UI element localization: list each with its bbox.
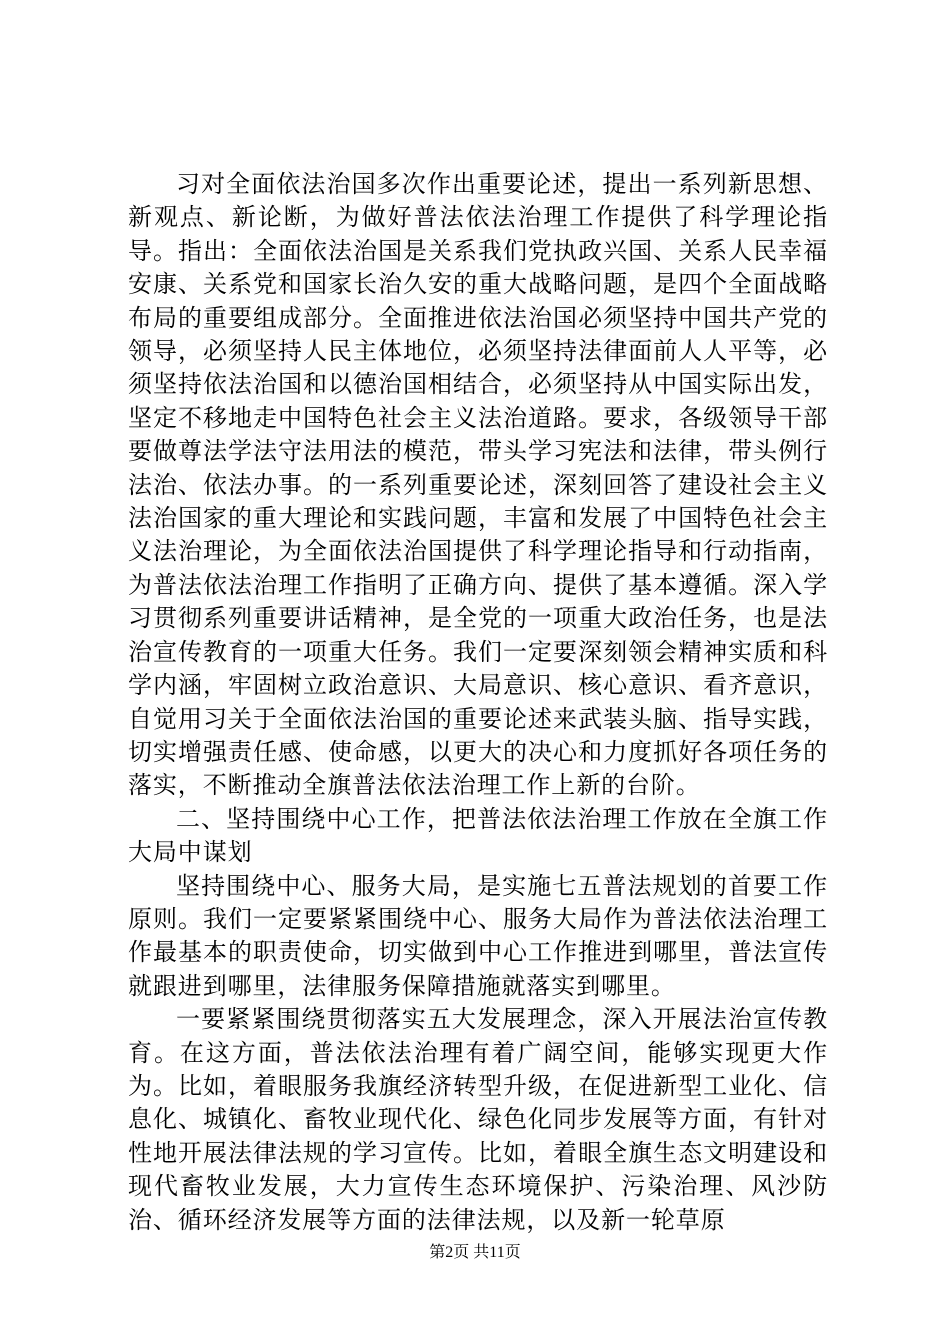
section-heading-2: 二、坚持围绕中心工作，把普法依法治理工作放在全旗工作大局中谋划 xyxy=(128,804,828,867)
document-body xyxy=(128,168,828,1237)
page-number-label: 第2页 共11页 xyxy=(429,1244,521,1261)
page-footer xyxy=(0,1242,950,1264)
paragraph-serve-overall-situation: 坚持围绕中心、服务大局，是实施七五普法规划的首要工作原则。我们一定要紧紧围绕中心、服务大局作为普法依法治理工作最基本的职责使命，切实做到中心工作推进到哪里，普法宣传就跟进到哪里，法律服务保障措施就落实到哪里。 xyxy=(128,871,828,1000)
paragraph-rule-of-law-discourse: 习对全面依法治国多次作出重要论述，提出一系列新思想、新观点、新论断，为做好普法依法治理工作提供了科学理论指导。指出：全面依法治国是关系我们党执政兴国、关系人民幸福安康、关系党和国家长治久安的重大战略问题，是四个全面战略布局的重要组成部分。全面推进依法治国必须坚持中国共产党的领导，必须坚持人民主体地位，必须坚持法律面前人人平等，必须坚持依法治国和以德治国相结合，必须坚持从中国实际出发，坚定不移地走中国特色社会主义法治道路。要求，各级领导干部要做尊法学法守法用法的模范，带头学习宪法和法律，带头例行法治、依法办事。的一系列重要论述，深刻回答了建设社会主义法治国家的重大理论和实践问题，丰富和发展了中国特色社会主义法治理论，为全面依法治国提供了科学理论指导和行动指南，为普法依法治理工作指明了正确方向、提供了基本遵循。深入学习贯彻系列重要讲话精神，是全党的一项重大政治任务，也是法治宣传教育的一项重大任务。我们一定要深刻领会精神实质和科学内涵，牢固树立政治意识、大局意识、核心意识、看齐意识，自觉用习关于全面依法治国的重要论述来武装头脑、指导实践，切实增强责任感、使命感，以更大的决心和力度抓好各项任务的落实，不断推动全旗普法依法治理工作上新的台阶。 xyxy=(128,170,828,800)
paragraph-five-development-concepts: 一要紧紧围绕贯彻落实五大发展理念，深入开展法治宣传教育。在这方面，普法依法治理有着广阔空间，能够实现更大作为。比如，着眼服务我旗经济转型升级，在促进新型工业化、信息化、城镇化、畜牧业现代化、绿色化同步发展等方面，有针对性地开展法律法规的学习宣传。比如，着眼全旗生态文明建设和现代畜牧业发展，大力宣传生态环境保护、污染治理、风沙防治、循环经济发展等方面的法律法规，以及新一轮草原 xyxy=(128,1005,828,1234)
